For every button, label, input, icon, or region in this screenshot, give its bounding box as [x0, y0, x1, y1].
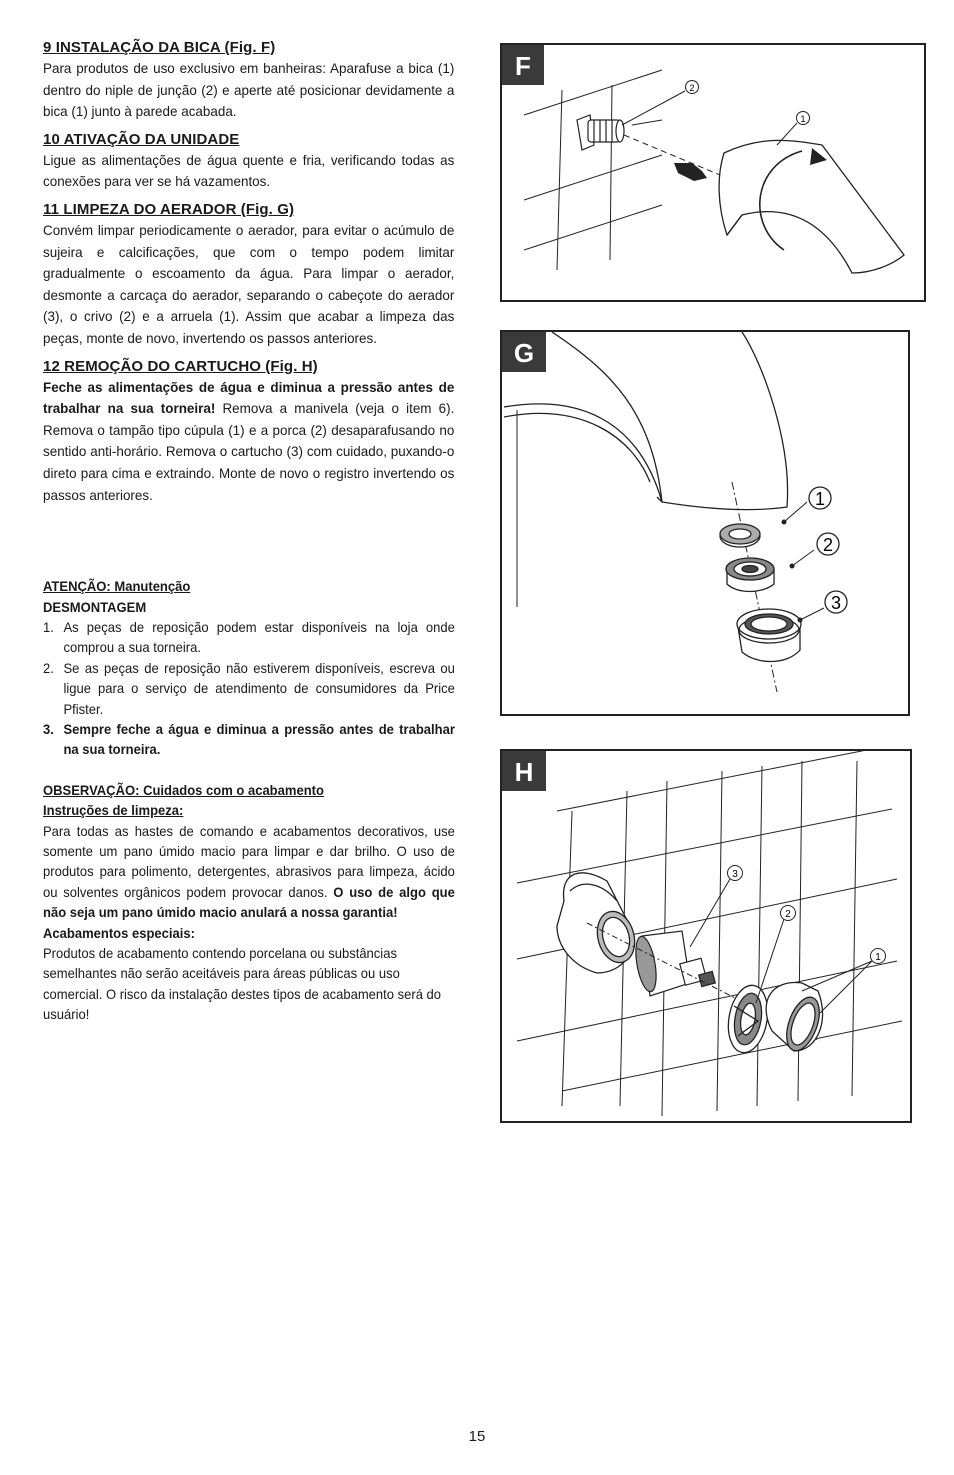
cleaning-text — [43, 821, 455, 923]
figure-label: G — [513, 338, 535, 368]
attention-block — [43, 576, 455, 1025]
list-item — [43, 617, 455, 658]
figure-g — [500, 330, 910, 716]
section-cartridge-removal — [43, 357, 455, 507]
wall-grid — [524, 70, 662, 270]
leader-line — [792, 550, 814, 566]
list-number: 2. — [43, 659, 54, 676]
section-heading: 9 INSTALAÇÃO DA BICA (Fig. F) — [43, 39, 276, 56]
list-text: Se as peças de reposição não estiverem disponíveis, escreva ou ligue para o serviço de atendimento de consumidores da Price Pfister. — [63, 659, 455, 717]
attention-subtitle: DESMONTAGEM — [43, 598, 147, 615]
section-heading: 10 ATIVAÇÃO DA UNIDADE — [43, 130, 240, 148]
section-text: Para produtos de uso exclusivo em banheiras: Aparafuse a bica (1) dentro do niple de junção (2) e aperte até posicionar devidamente a bica (1) junto à parede acabada. — [43, 60, 455, 120]
leader-line — [820, 961, 872, 1013]
leader-dot — [782, 520, 787, 525]
spout-icon — [504, 332, 788, 510]
callout-number: 2 — [689, 83, 695, 93]
section-spout-install — [43, 38, 455, 123]
callout-number: 3 — [830, 593, 842, 613]
dome-cap-icon — [766, 983, 826, 1056]
section-activation — [43, 130, 455, 193]
leader-line — [802, 961, 872, 991]
callout-number: 2 — [822, 535, 834, 555]
nut-icon — [723, 982, 772, 1056]
arrow-icon — [674, 163, 707, 181]
axis-line — [624, 135, 732, 180]
section-text: Convém limpar periodicamente o aerador, para evitar o acúmulo de sujeira e calcificações, que com o tempo podem limitar gradualmente o escoamento da água. Para limpar o aerador, desmonte a carcaça do aerador, separando o cabeçote do aerador (3), o crivo (2) e a arruela (1). Assim que acabar a limpeza das peças, monte de novo, invertendo os passos anteriores. — [43, 221, 455, 346]
page-number: 15 — [468, 1428, 486, 1445]
list-number: 1. — [43, 618, 54, 635]
screen-icon — [726, 558, 774, 592]
figure-label: F — [515, 51, 531, 81]
section-text — [43, 377, 454, 507]
special-title: Acabamentos especiais: — [43, 924, 195, 941]
callout-number: 3 — [732, 869, 738, 880]
aerator-head-icon — [737, 609, 801, 662]
figure-f-illustration — [502, 45, 924, 300]
section-heading: 12 REMOÇÃO DO CARTUCHO (Fig. H) — [43, 357, 318, 375]
leader-dot — [798, 618, 803, 623]
special-text: Produtos de acabamento contendo porcelana ou substâncias semelhantes não serão aceitáveis para áreas públicas ou uso comercial. O risco da instalação destes tipos de acabamento será do usuário! — [43, 945, 442, 1023]
figure-g-illustration — [502, 332, 908, 714]
escutcheon-icon — [557, 873, 640, 973]
cleaning-body: Para todas as hastes de comando e acabamentos decorativos, use somente um pano úmido macio para limpar e dar brilho. O uso de produtos para polimento, detergentes, abrasivos para limpeza, ácido ou solventes orgânicos podem provocar danos. — [43, 822, 455, 900]
section-text: Ligue as alimentações de água quente e fria, verificando todas as conexões para ver se há vazamentos. — [43, 151, 455, 190]
instruction-text: Remova a manivela (veja o item 6). Remova o tampão tipo cúpula (1) e a porca (2) desaparafusando no sentido anti-horário. Remova o cartucho (3) com cuidado, puxando-o direto para cima e extraindo. Monte de novo o registro invertendo os passos anteriores. — [43, 400, 455, 503]
figure-h-illustration — [502, 751, 910, 1121]
warranty-warning: O uso de algo que não seja um pano úmido macio anulará a nossa garantia! — [43, 883, 455, 921]
list-text: Sempre feche a água e diminua a pressão antes de trabalhar na sua torneira. — [63, 720, 455, 758]
callout-number: 1 — [875, 952, 881, 963]
list-number: 3. — [43, 720, 54, 737]
callout-number: 2 — [785, 909, 791, 920]
leader-line — [622, 91, 685, 125]
washer-icon — [720, 524, 760, 547]
figure-label: H — [514, 757, 534, 787]
list-text: As peças de reposição podem estar disponíveis na loja onde comprou a sua torneira. — [63, 618, 455, 656]
leader-line — [800, 608, 824, 620]
leader-line — [690, 879, 730, 947]
attention-title: ATENÇÃO: Manutenção — [43, 578, 191, 595]
list-item — [43, 658, 455, 719]
callout-number: 1 — [800, 114, 806, 124]
leader-dot — [790, 564, 795, 569]
nipple-icon — [577, 115, 624, 150]
callout-number: 1 — [814, 489, 826, 509]
warning-text: Feche as alimentações de água e diminua a pressão antes de trabalhar na sua torneira! — [43, 378, 455, 417]
observation-title: OBSERVAÇÃO: Cuidados com o acabamento — [43, 781, 324, 798]
section-aerator-cleaning — [43, 200, 455, 350]
list-item — [43, 719, 455, 760]
text-column — [43, 38, 455, 1025]
cleaning-title: Instruções de limpeza: — [43, 802, 184, 819]
figure-f — [500, 43, 926, 302]
section-heading: 11 LIMPEZA DO AERADOR (Fig. G) — [43, 200, 295, 218]
cartridge-icon — [632, 931, 715, 996]
figure-h — [500, 749, 912, 1123]
attention-list — [43, 617, 455, 760]
